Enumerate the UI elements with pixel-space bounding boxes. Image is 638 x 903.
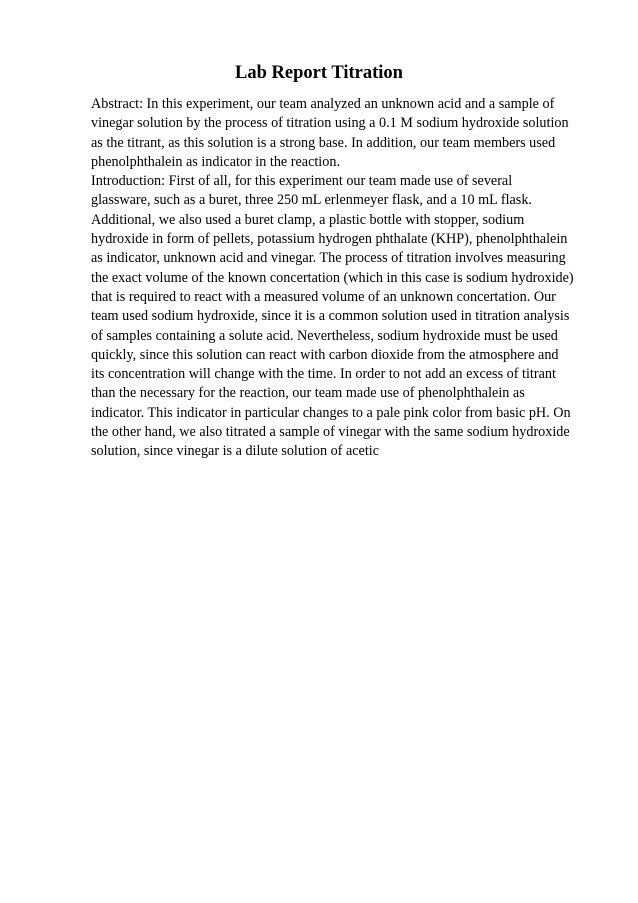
body-line: Abstract: In this experiment, our team analyzed an unknown acid and a sample of (91, 96, 555, 112)
body-line: phenolphthalein as indicator in the reaction. (91, 153, 340, 170)
body-line: that is required to react with a measured volume of an unknown concertation. Our (91, 288, 556, 305)
body-line: indicator. This indicator in particular changes to a pale pink color from basic pH. On (91, 404, 571, 421)
document-title: Lab Report Titration (235, 63, 403, 83)
body-line: vinegar solution by the process of titration using a 0.1 M sodium hydroxide solution (91, 115, 569, 132)
body-line: as indicator, unknown acid and vinegar. The process of titration involves measuring (91, 250, 566, 267)
body-line: as the titrant, as this solution is a strong base. In addition, our team members used (91, 134, 556, 151)
body-line: its concentration will change with the time. In order to not add an excess of titrant (91, 366, 556, 383)
body-line: Additional, we also used a buret clamp, a plastic bottle with stopper, sodium (91, 211, 525, 228)
body-line: glassware, such as a buret, three 250 mL erlenmeyer flask, and a 10 mL flask. (91, 192, 532, 209)
body-line: quickly, since this solution can react with carbon dioxide from the atmosphere and (91, 346, 559, 363)
body-line: solution, since vinegar is a dilute solution of acetic (91, 443, 380, 460)
body-line: hydroxide in form of pellets, potassium hydrogen phthalate (KHP), phenolphthalein (91, 231, 568, 248)
body-line: the other hand, we also titrated a sample of vinegar with the same sodium hydroxide (91, 424, 570, 441)
body-line: team used sodium hydroxide, since it is a common solution used in titration analysis (91, 308, 570, 325)
body-line: than the necessary for the reaction, our team made use of phenolphthalein as (91, 385, 525, 402)
document-body (91, 95, 591, 462)
body-line: the exact volume of the known concertation (which in this case is sodium hydroxide) (91, 269, 574, 286)
body-line: of samples containing a solute acid. Nevertheless, sodium hydroxide must be used (91, 327, 558, 344)
body-line: Introduction: First of all, for this experiment our team made use of several (91, 173, 513, 190)
